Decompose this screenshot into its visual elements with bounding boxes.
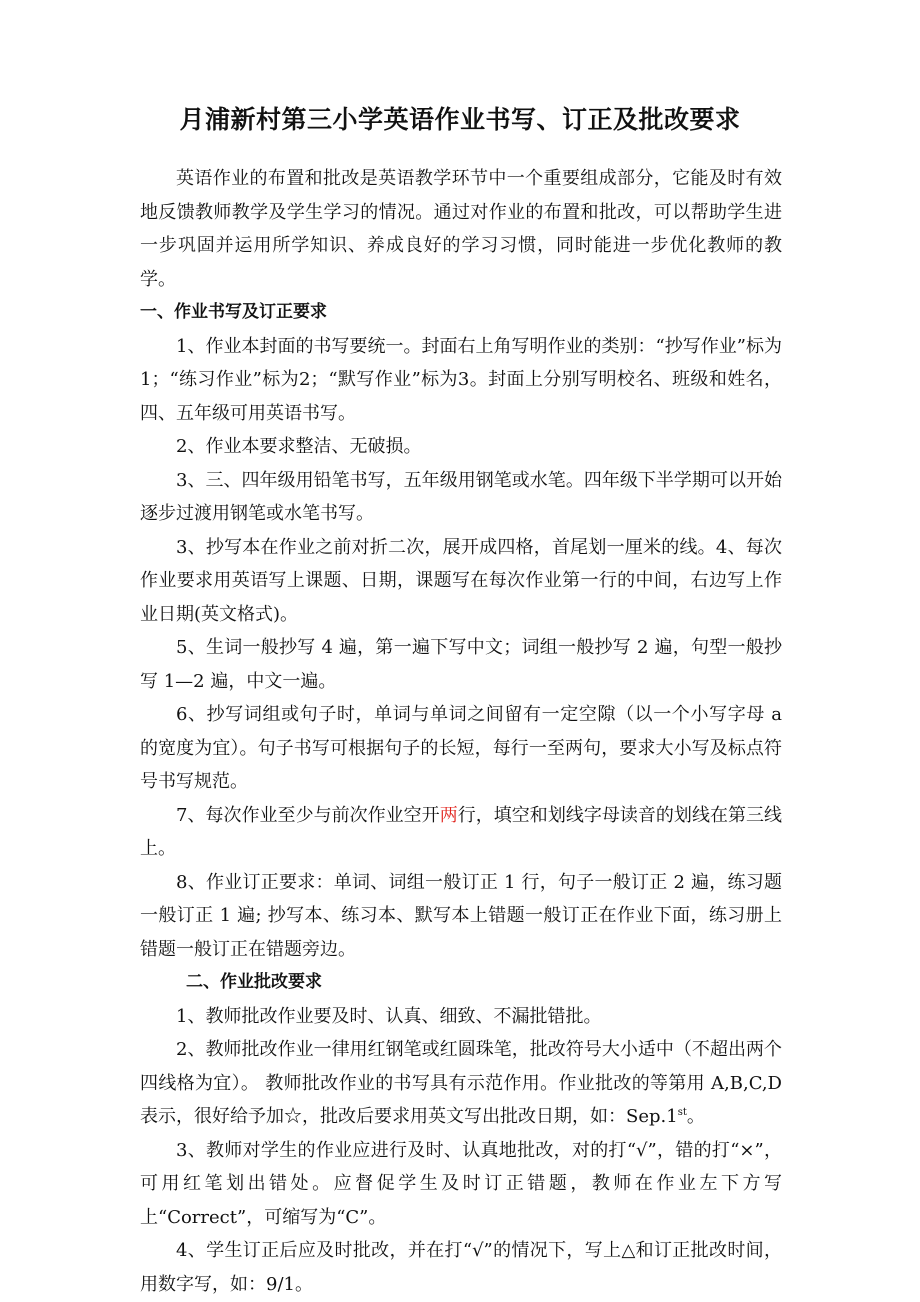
item-7-text-a: 7、每次作业至少与前次作业空开 <box>176 804 440 826</box>
section-2-item-4: 4、学生订正后应及时批改，并在打“√”的情况下，写上△和订正批改时间，用数字写，如：9/1。 <box>140 1240 782 1295</box>
section-2-heading: 二、作业批改要求 <box>186 972 322 992</box>
intro-paragraph: 英语作业的布置和批改是英语教学环节中一个重要组成部分，它能及时有效地反馈教师教学及学生学习的情况。通过对作业的布置和批改，可以帮助学生进一步巩固并运用所学知识、养成良好的学习习惯，同时能进一步优化教师的教学。 <box>140 168 782 290</box>
item-2-text-a: 2、教师批改作业一律用红钢笔或红圆珠笔，批改符号大小适中（不超出两个四线格为宜）。 教师批改作业的书写具有示范作用。作业批改的等第用 A,B,C,D 表示，很好给予加☆，批改后要求用英文写出批改日期，如：Sep.1 <box>140 1039 782 1127</box>
section-1-item-6: 6、抄写词组或句子时，单词与单词之间留有一定空隙（以一个小写字母 a 的宽度为宜）。句子书写可根据句子的长短，每行一至两句，要求大小写及标点符号书写规范。 <box>140 704 782 792</box>
section-1-item-2: 2、作业本要求整洁、无破损。 <box>176 436 422 457</box>
section-1-item-1: 1、作业本封面的书写要统一。封面右上角写明作业的类别：“抄写作业”标为1；“练习作业”标为2；“默写作业”标为3。封面上分别写明校名、班级和姓名，四、五年级可用英语书写。 <box>140 335 782 424</box>
section-1-item-5: 5、生词一般抄写 4 遍，第一遍下写中文；词组一般抄写 2 遍，句型一般抄写 1—2 遍，中文一遍。 <box>140 637 782 692</box>
item-7-text-b: 行，填空和划线字母读音的划线在第三线上。 <box>140 804 783 859</box>
section-2-item-3: 3、教师对学生的作业应进行及时、认真地批改，对的打“√”，错的打“×”，可用红笔划出错处。应督促学生及时订正错题，教师在作业左下方写上“Correct”，可缩写为“C”。 <box>140 1139 782 1228</box>
section-2-item-1: 1、教师批改作业要及时、认真、细致、不漏批错批。 <box>176 1005 602 1027</box>
section-1-item-3: 3、三、四年级用铅笔书写，五年级用钢笔或水笔。四年级下半学期可以开始逐步过渡用钢笔或水笔书写。 <box>140 469 782 524</box>
item-2-text-b: 。 <box>686 1106 705 1127</box>
document-body <box>140 162 782 1301</box>
item-2-superscript: st <box>677 1107 687 1118</box>
section-1-item-7 <box>140 799 782 866</box>
section-1-item-8: 8、作业订正要求：单词、词组一般订正 1 行，句子一般订正 2 遍，练习题一般订正 1 遍; 抄写本、练习本、默写本上错题一般订正在作业下面，练习册上错题一般订正在错题旁边。 <box>140 871 782 960</box>
item-7-highlight: 两 <box>439 804 458 826</box>
section-2-item-2 <box>140 1033 782 1134</box>
section-1-heading: 一、作业书写及订正要求 <box>140 302 327 322</box>
section-1-item-4: 3、抄写本在作业之前对折二次，展开成四格，首尾划一厘米的线。4、每次作业要求用英语写上课题、日期，课题写在每次作业第一行的中间，右边写上作业日期(英文格式)。 <box>140 536 782 625</box>
document-title: 月浦新村第三小学英语作业书写、订正及批改要求 <box>179 105 741 134</box>
